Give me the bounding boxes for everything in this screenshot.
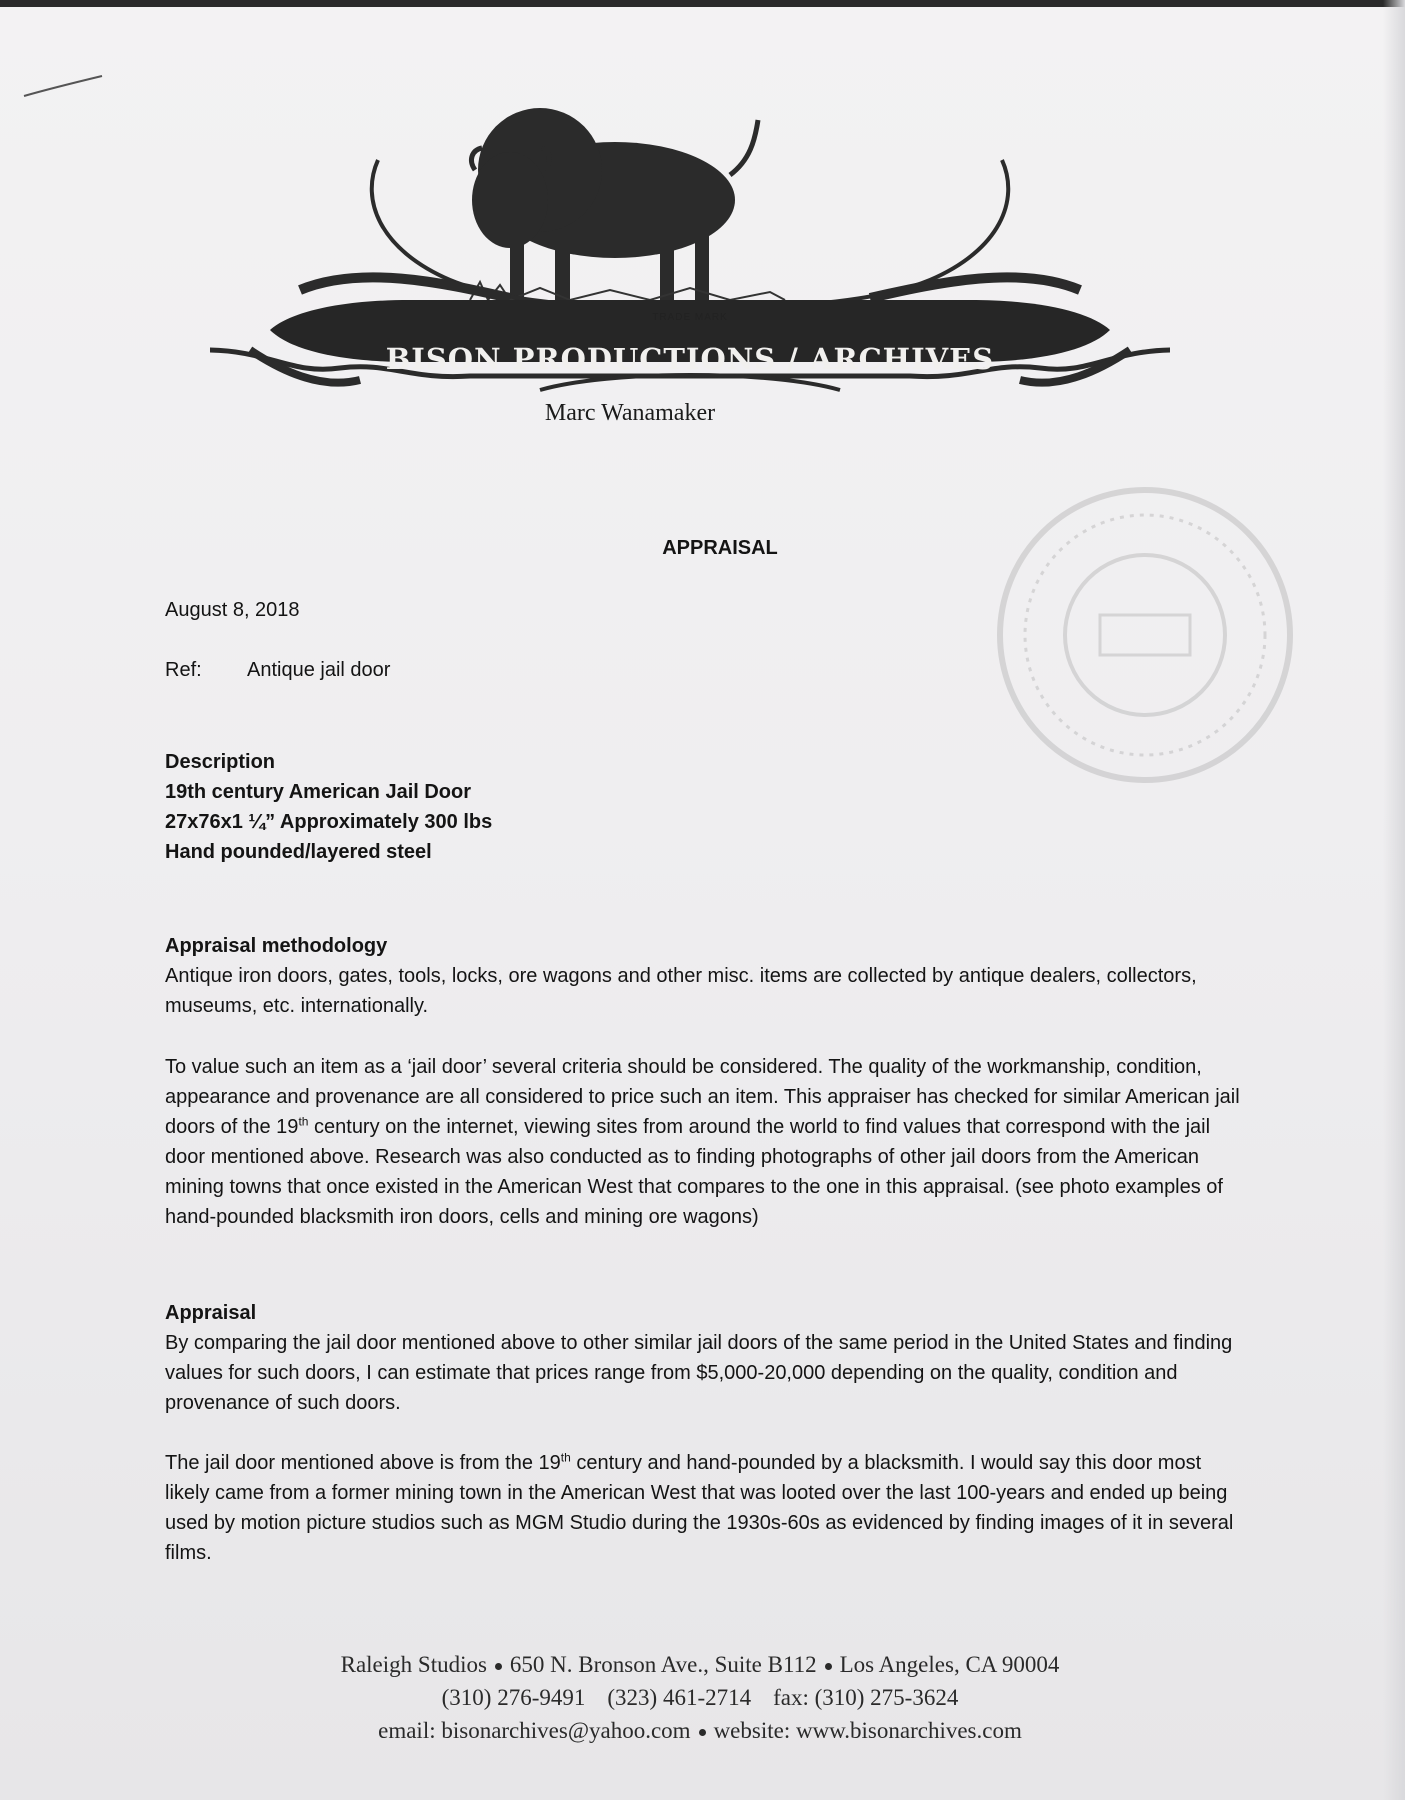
description-heading: Description: [165, 751, 276, 773]
appraisal-paragraph-2-text-a: The jail door mentioned above is from the 19: [165, 1452, 561, 1474]
ordinal-suffix: th: [560, 1450, 571, 1465]
footer-address-line: [200, 1648, 1200, 1681]
page-right-edge: [1383, 0, 1405, 1800]
owner-name: Marc Wanamaker: [544, 400, 716, 426]
bullet-icon: [699, 1729, 706, 1736]
appraisal-paragraph-2-text-b: century and hand-pounded by a blacksmith. I would say this door most likely came from a former mining town in the American West that was looted over the last 100-years and ended up being used by motion picture studios such as MGM Studio during the 1930s-60s as evidenced by finding images of it in several films.: [165, 1452, 1234, 1564]
pen-mark: [22, 70, 112, 100]
appraisal-paragraph-1: By comparing the jail door mentioned above to other similar jail doors of the same period in the United States and finding values for such doors, I can estimate that prices range from $5,000-20,000 depending on the quality, condition and provenance of such doors.: [165, 1332, 1233, 1414]
embossed-seal: [990, 480, 1300, 790]
description-material: Hand pounded/layered steel: [165, 841, 432, 863]
reference-label: Ref:: [165, 659, 202, 681]
footer-city: Los Angeles, CA 90004: [839, 1652, 1060, 1677]
letterhead: [210, 50, 1170, 400]
footer-website[interactable]: website: www.bisonarchives.com: [713, 1718, 1022, 1743]
footer-fax: fax: (310) 275-3624: [773, 1685, 959, 1710]
ordinal-suffix: th: [298, 1114, 309, 1129]
reference-value: Antique jail door: [247, 659, 391, 681]
document-title: APPRAISAL: [662, 537, 778, 559]
letter-date: August 8, 2018: [165, 599, 300, 621]
page-top-edge: [0, 0, 1405, 7]
footer-address: 650 N. Bronson Ave., Suite B112: [509, 1652, 817, 1677]
footer-phone-1: (310) 276-9491: [441, 1685, 586, 1710]
company-name: BISON PRODUCTIONS / ARCHIVES: [385, 342, 995, 376]
methodology-paragraph-2-text-a: To value such an item as a ‘jail door’ several criteria should be considered. The quality of the workmanship, condition, appearance and provenance are all considered to price such an item. This appraiser has checked for similar American jail doors of the 19: [165, 1056, 1240, 1138]
methodology-paragraph-1: Antique iron doors, gates, tools, locks, ore wagons and other misc. items are collected by antique dealers, collectors, museums, etc. internationally.: [165, 965, 1197, 1017]
footer-email[interactable]: email: bisonarchives@yahoo.com: [378, 1718, 691, 1743]
letterhead-footer: [200, 1648, 1200, 1747]
appraisal-heading: Appraisal: [165, 1302, 257, 1324]
footer-contact-line: [200, 1714, 1200, 1747]
appraisal-paragraph-2: [165, 1448, 1245, 1568]
footer-studio: Raleigh Studios: [340, 1652, 487, 1677]
methodology-heading: Appraisal methodology: [165, 935, 388, 957]
trade-mark-label: TRADE MARK: [652, 312, 728, 323]
reference-line: [165, 655, 390, 685]
footer-phone-2: (323) 461-2714: [607, 1685, 752, 1710]
methodology-paragraph-2-text-b: century on the internet, viewing sites from around the world to find values that correspond with the jail door mentioned above. Research was also conducted as to finding photographs of other jail doors from the American mining towns that once existed in the American West that compares to the one in this appraisal. (see photo examples of hand-pounded blacksmith iron doors, cells and mining ore wagons): [165, 1116, 1223, 1228]
footer-phone-line: [200, 1681, 1200, 1714]
bullet-icon: [825, 1663, 832, 1670]
bullet-icon: [495, 1663, 502, 1670]
description-dimensions: 27x76x1 ¼” Approximately 300 lbs: [165, 811, 493, 833]
description-item: 19th century American Jail Door: [165, 781, 472, 803]
methodology-paragraph-2: [165, 1052, 1245, 1232]
